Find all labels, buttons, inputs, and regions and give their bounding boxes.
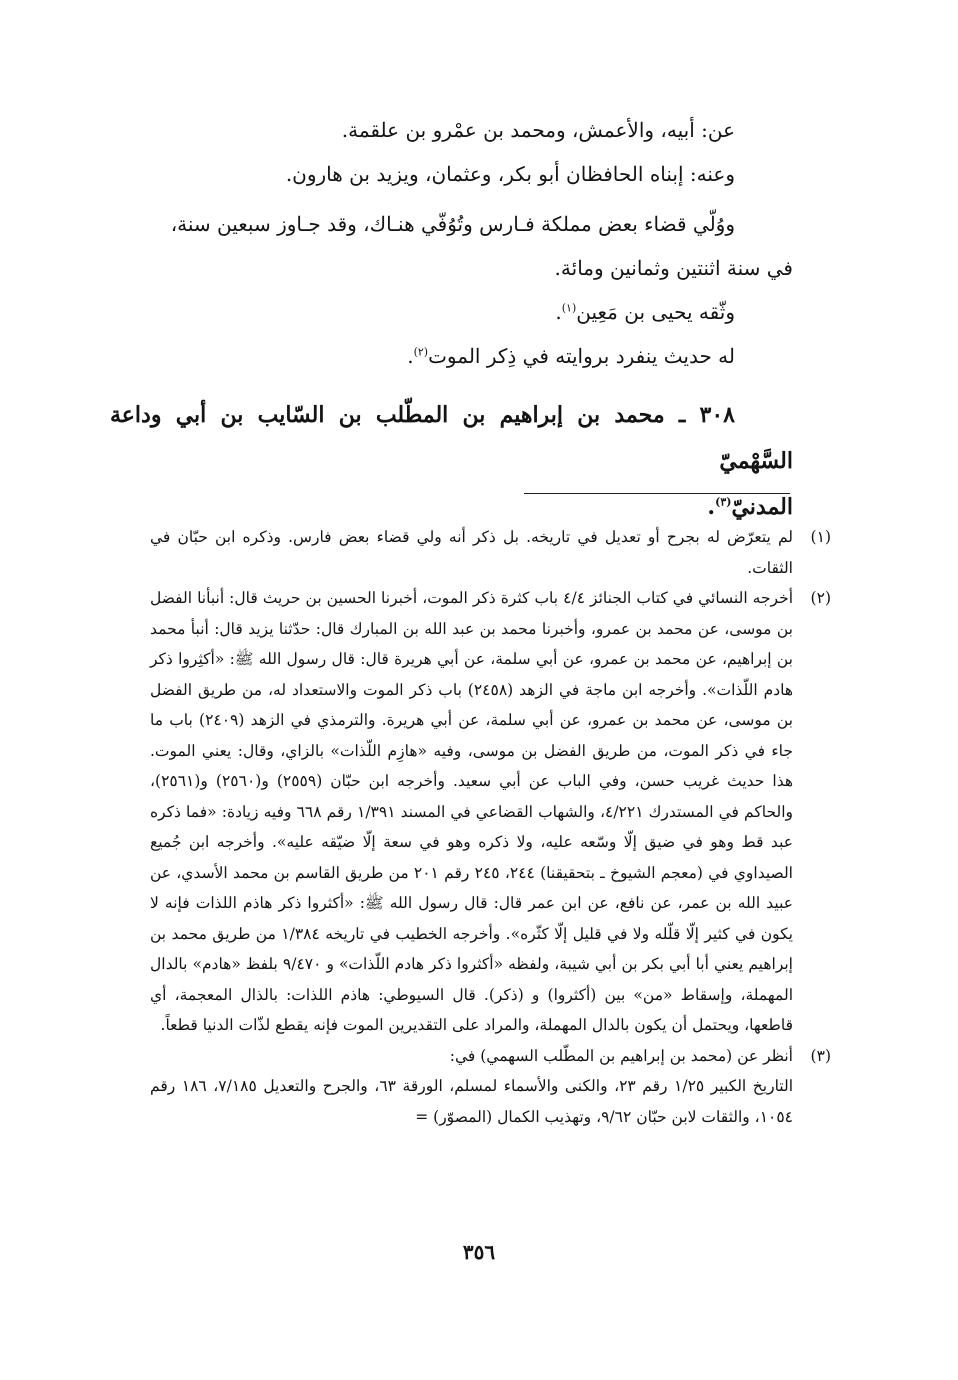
footnotes-block [150,522,831,1132]
narrators-to-line: وعنه: إبناه الحافظان أبو بكر، وعثمان، ويزيد بن هارون. [285,162,735,186]
entry-heading-title: ٣٠٨ ـ محمد بن إبراهيم بن المطّلب بن السّايب بن أبي وداعة السَّهْميّ [110,402,793,474]
footnote-number: (٢) [810,589,831,607]
hadith-line: له حديث ينفرد بروايته في ذِكر الموت$^{(٢)}$. [407,344,735,368]
narrators-from-line: عن: أبيه، والأعمش، ومحمد بن عمْرو بن علقمة. [341,118,735,142]
footnote-text: أنظر عن (محمد بن إبراهيم بن المطّلب السهمي) في: [449,1046,793,1065]
footnote-text: أخرجه النسائي في كتاب الجنائز ٤/٤ باب كثرة ذكر الموت، أخبرنا الحسين بن حريث قال: أنبأنا الفضل بن موسى، عن محمد بن عمرو، وأخبرنا محمد بن عبد الله بن المبارك قال: حدّثنا يزيد قال: أنبأ محمد بن إبراهيم، عن محمد بن عمرو، عن أبي سلمة، عن أبي هريرة قال: قال رسول الله ﷺ: «أكثِروا ذكر هادم اللّذات». وأخرجه ابن ماجة في الزهد (٢٤٥٨) باب ذكر الموت والاستعداد له، من طريق الفضل بن موسى، عن محمد بن عمرو، عن أبي سلمة، عن أبي هريرة. والترمذي في الزهد (٢٤٠٩) باب ما جاء في ذكر الموت، من طريق الفضل بن موسى، وفيه «هازِم اللّذات» بالزاي، وقال: يعني الموت. هذا حديث غريب حسن، وفي الباب عن أبي سعيد. وأخرجه ابن حبّان (٢٥٥٩) و(٢٥٦٠) و(٢٥٦١)، والحاكم في المستدرك ٤/٢٢١، والشهاب القضاعي في المسند ١/٣٩١ رقم ٦٦٨ وفيه زيادة: «فما ذكره عبد قط وهو في ضيق إلّا وسّعه عليه، ولا ذكره وهو في سعة إلّا ضيّقه عليه». وأخرجه ابن جُميع الصيداوي في (معجم الشيوخ ـ بتحقيقنا) ٢٤٤، ٢٤٥ رقم ٢٠١ من طريق القاسم بن محمد الأسدي، عن عبيد الله بن عمر، عن نافع، عن ابن عمر قال: قال رسول الله ﷺ: «أكثروا ذكر هاذم اللذات فإنه لا يكون في كثير إلّا قلّله ولا في قليل إلّا كثّره». وأخرجه الخطيب في تاريخه ١/٣٨٤ من طريق محمد بن إبراهيم يعني أبا أبي بكر بن أبي شيبة، ولفظه «أكثروا ذكر هادم اللّذات» و ٩/٤٧٠ بلفظ «هادم» بالدال المهملة، وإسقاط «من» بين (أكثروا) و (ذكر). قال السيوطي: هاذم اللذات: بالذال المعجمة، أي قاطعها، ويحتمل أن يكون بالدال المهملة، والمراد على التقديرين الموت فإنه يقطع لذّات الدنيا قطعاً. [150,589,793,1034]
entry-heading: ٣٠٨ ـ محمد بن إبراهيم بن المطّلب بن السّايب بن أبي وداعة السَّهْميّ المدنيّ$^{(٣)}$. [110,402,793,520]
footnote-number: (١) [810,528,831,546]
footnote-1 [150,522,831,583]
footnote-2 [150,583,831,1041]
judgeship-line: ووُلّي قضاء بعض مملكة فـارس وتُوُفّي هنـاك، وقد جـاوز سبعين سنة، [170,212,735,236]
footnote-ref-1[interactable]: (١) [561,301,577,315]
entry-heading-nisba: المدنيّ [731,494,793,520]
footnote-ref-3[interactable]: (٣) [715,495,732,509]
footnote-3 [150,1041,831,1133]
footnote-ref-2[interactable]: (٢) [413,345,429,359]
page-number: ٣٥٦ [462,1240,496,1264]
footnote-number: (٣) [810,1046,831,1065]
footnote-sources: التاريخ الكبير ١/٢٥ رقم ٢٣، والكنى والأسماء لمسلم، الورقة ٦٣، والجرح والتعديل ٧/١٨٥، ١٨٦ رقم ١٠٥٤، والثقات لابن حبّان ٩/٦٢، وتهذيب الكمال (المصوّر) = [150,1077,794,1126]
tawthiq-line: وثّقه يحيى بن مَعِين$^{(١)}$. [555,300,735,324]
main-text-block [110,108,793,530]
footnote-text: لم يتعرّض له بجرح أو تعديل في تاريخه. بل ذكر أنه ولي قضاء بعض فارس. وذكره ابن حبّان في الثقات. [150,528,793,577]
footnote-separator [524,493,790,494]
death-year-line: في سنة اثنتين وثمانين ومائة. [554,256,793,280]
